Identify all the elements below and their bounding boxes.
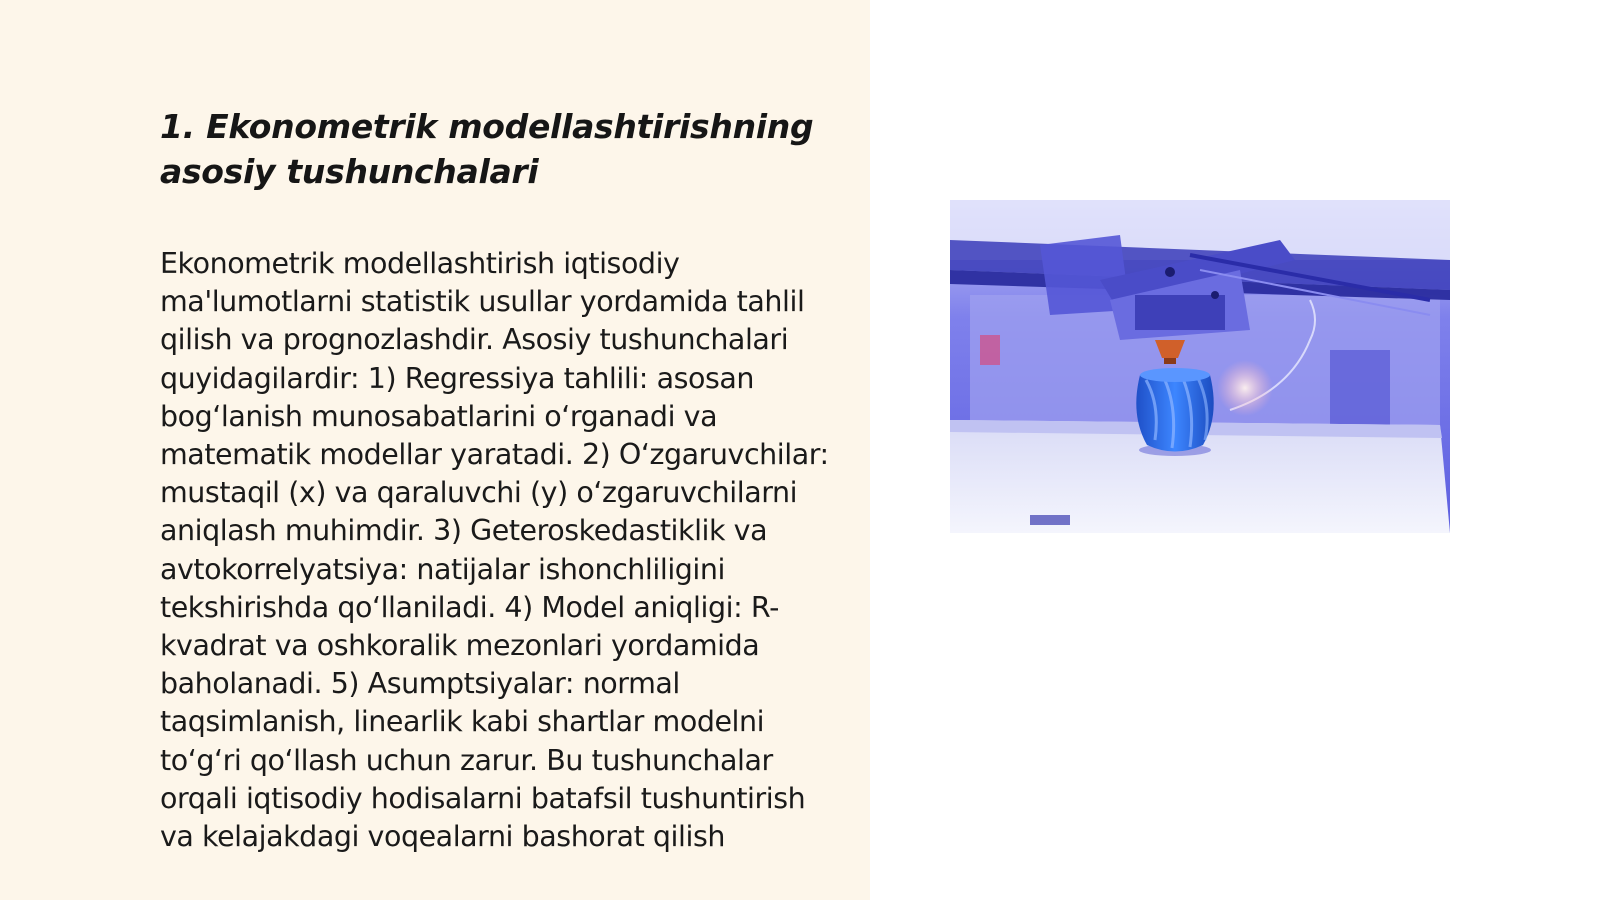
3d-printer-illustration <box>950 200 1450 533</box>
slide-title: 1. Ekonometrik modellashtirishning asosiy tushunchalari <box>160 107 814 191</box>
slide-body-text: Ekonometrik modellashtirish iqtisodiy ma'lumotlarni statistik usullar yordamida tahlil qilish va prognozlashdir. Asosiy tushunchalari quyidagilardir: 1) Regressiya tahlili: asosan bog‘lanish munosabatlarini o‘rganadi va matematik modellar yaratadi. 2) O‘zgaruvchilar: mustaqil (x) va qaraluvchi (y) o‘zgaruvchilarni aniqlash muhimdir. 3) Geteroskedastiklik va avtokorrelyatsiya: natijalar ishonchliligini tekshirishda qo‘llaniladi. 4) Model aniqligi: R-kvadrat va oshkoralik mezonlari yordamida baholanadi. 5) Asumptsiyalar: normal taqsimlanish, linearlik kabi shartlar modelni to‘g‘ri qo‘llash uchun zarur. Bu tushunchalar orqali iqtisodiy hodisalarni batafsil tushuntirish va kelajakdagi voqealarni bashorat qilish <box>160 247 829 854</box>
3d-printer-photo <box>950 200 1450 533</box>
